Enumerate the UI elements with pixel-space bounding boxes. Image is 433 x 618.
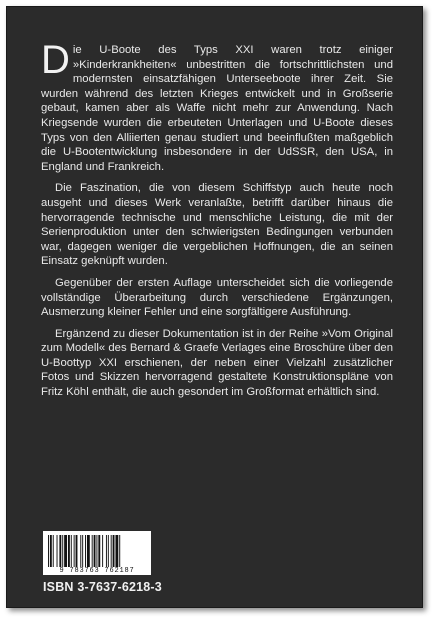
drop-cap: D	[41, 38, 70, 82]
barcode-bar	[71, 535, 72, 567]
barcode-bar	[94, 535, 96, 567]
barcode-bar	[76, 535, 78, 567]
barcode-bar	[68, 535, 70, 567]
blurb-paragraph-2: Die Faszination, die von diesem Schiffstyp auch heute noch ausgeht und dieses Werk veranlaßte, betrifft darüber hinaus die hervorragende technische und menschliche Leistung, die mit der Serienproduktion unter den schwierigsten Bedingungen verbunden war, dagegen weniger die vergeblichen Hoffnungen, die an seinen Einsatz geknüpft wurden.	[41, 182, 393, 268]
barcode-bar	[59, 535, 61, 567]
barcode-bar	[92, 535, 93, 567]
barcode-bar	[96, 535, 97, 567]
barcode-bar	[98, 535, 100, 567]
barcode-digits: 9 783763 762187	[59, 567, 135, 575]
barcode-bar	[87, 535, 90, 567]
barcode-bars	[48, 535, 146, 567]
barcode-bar	[106, 535, 107, 567]
barcode	[43, 531, 151, 575]
barcode-bar	[80, 535, 81, 567]
blurb-paragraph-3: Gegenüber der ersten Auflage unterscheidet sich die vorliegende vollständige Überarbeitung durch verschiedene Ergänzungen, Ausmerzung kleiner Fehler und eine sorgfältigere Ausführung.	[41, 276, 393, 319]
barcode-bar	[74, 535, 75, 567]
blurb-paragraph-1	[41, 38, 393, 174]
barcode-bar	[115, 535, 118, 567]
barcode-bar	[113, 535, 115, 567]
barcode-bar	[119, 535, 120, 567]
barcode-bar	[62, 535, 63, 567]
barcode-bar	[53, 535, 54, 567]
blurb-paragraph-1-text: ie U-Boote des Typs XXI waren trotz einiger »Kinderkrankheiten« unbestritten die fortschrittlichsten und modernsten einsatzfähigen Unterseeboote ihrer Zeit. Sie wurden während des letzten Krieges entwickelt und in Großserie gebaut, kamen aber als Waffe nicht mehr zur Anwendung. Nach Kriegsende wurden die erbeuteten Unterlagen und U-Boote dieses Typs von den Alliierten genau studiert und beeinflußten maßgeblich die U-Bootentwicklung insbesondere in der UdSSR, den USA, in England und Frankreich.	[41, 44, 393, 173]
book-back-cover	[6, 6, 423, 608]
barcode-bar	[111, 535, 112, 567]
barcode-bar	[64, 535, 67, 567]
barcode-bar	[108, 535, 109, 567]
barcode-bar	[50, 535, 52, 567]
barcode-bar	[102, 535, 103, 567]
barcode-bar	[57, 535, 58, 567]
barcode-bar	[48, 535, 49, 567]
barcode-bar	[82, 535, 83, 567]
barcode-bar	[85, 535, 86, 567]
isbn-label: ISBN 3-7637-6218-3	[43, 580, 162, 594]
blurb-paragraph-4: Ergänzend zu dieser Dokumentation ist in der Reihe »Vom Original zum Modell« des Bernard & Graefe Verlages eine Broschüre über den U-Boottyp XXI erschienen, der neben einer Vielzahl zusätzlicher Fotos und Skizzen hervorragend gestaltete Konstruktionspläne von Fritz Köhl enthält, die auch gesondert im Großformat erhältlich sind.	[41, 327, 393, 399]
blurb-text	[41, 38, 393, 407]
